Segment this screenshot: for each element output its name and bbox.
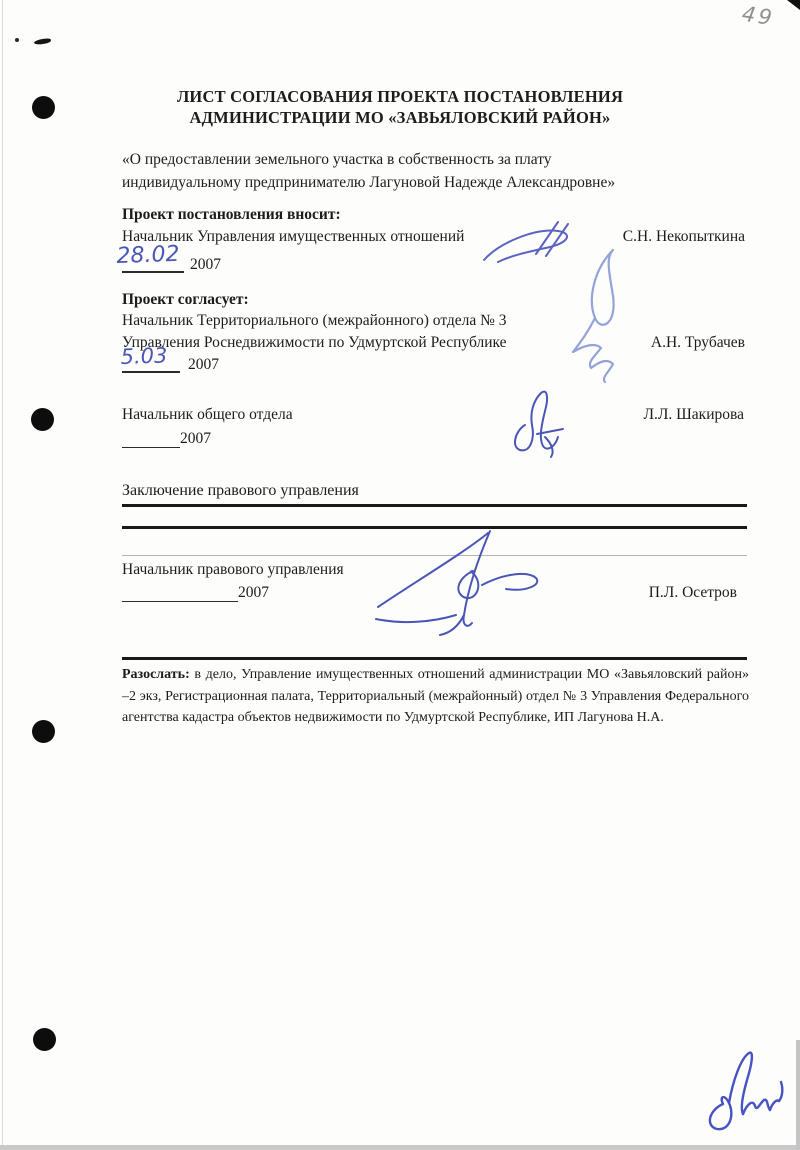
submits-signer-name: С.Н. Некопыткина bbox=[622, 228, 745, 245]
scan-corner-notch bbox=[787, 0, 800, 10]
submits-position: Начальник Управления имущественных отношений bbox=[122, 228, 465, 245]
legal-heading: Заключение правового управления bbox=[122, 482, 359, 499]
distribution-text: в дело, Управление имущественных отношений администрации МО «Завьяловский район» –2 экз, Регистрационная палата, Территориальный (межрайонный) отдел № 3 Управления Федерального агентства кадастра объектов недвижимости по Удмуртской Республике, ИП Лагунова Н.А. bbox=[122, 667, 749, 725]
general-signer-name: Л.Л. Шакирова bbox=[643, 406, 744, 423]
general-position: Начальник общего отдела bbox=[122, 406, 293, 423]
signature-trubachev bbox=[543, 246, 661, 386]
legal-signer-name: П.Л. Осетров bbox=[648, 584, 737, 601]
punch-hole-4 bbox=[33, 1028, 56, 1051]
page-number-handwritten: 49 bbox=[740, 1, 777, 31]
legal-rule-thin bbox=[122, 555, 747, 556]
general-year: 2007 bbox=[180, 430, 211, 447]
distribution-label: Разослать: bbox=[122, 667, 190, 682]
legal-position: Начальник правового управления bbox=[122, 561, 344, 578]
punch-hole-3 bbox=[32, 720, 55, 743]
signature-osetrov bbox=[370, 527, 560, 639]
scan-smudge-dot bbox=[15, 38, 19, 42]
submits-heading: Проект постановления вносит: bbox=[122, 206, 341, 223]
document-title-line2: АДМИНИСТРАЦИИ МО «ЗАВЬЯЛОВСКИЙ РАЙОН» bbox=[189, 108, 611, 127]
submits-date-handwritten: 28.02 bbox=[116, 241, 180, 269]
agrees-heading: Проект согласует: bbox=[122, 291, 249, 308]
distribution-rule bbox=[122, 657, 747, 660]
subject-line1: «О предоставлении земельного участка в собственность за плату bbox=[122, 151, 552, 168]
scan-edge-left bbox=[2, 0, 3, 1150]
legal-year: 2007 bbox=[238, 584, 269, 601]
signature-nekopytkina bbox=[478, 218, 593, 273]
scan-edge-bottom bbox=[0, 1145, 800, 1150]
agrees-date-handwritten: 5.03 bbox=[120, 343, 168, 369]
scan-smudge-dash bbox=[34, 38, 52, 45]
signature-shakirova bbox=[503, 387, 581, 462]
general-date-blank bbox=[122, 432, 180, 448]
legal-rule-2 bbox=[122, 526, 747, 529]
document-subject bbox=[122, 148, 692, 194]
document-title bbox=[0, 86, 800, 128]
punch-hole-2 bbox=[31, 408, 54, 431]
agrees-position-line1: Начальник Территориального (межрайонного) отдела № 3 bbox=[122, 312, 507, 329]
distribution-paragraph bbox=[122, 664, 749, 729]
legal-rule-1 bbox=[122, 504, 747, 507]
agrees-date-underline bbox=[122, 371, 180, 373]
agrees-position-line2: Управления Роснедвижимости по Удмуртской Республике bbox=[122, 334, 507, 351]
legal-date-row bbox=[122, 584, 269, 602]
document-title-line1: ЛИСТ СОГЛАСОВАНИЯ ПРОЕКТА ПОСТАНОВЛЕНИЯ bbox=[176, 87, 624, 106]
legal-date-blank bbox=[122, 586, 238, 602]
submits-date-underline bbox=[122, 271, 184, 273]
scan-edge-right bbox=[796, 1040, 800, 1150]
submits-year: 2007 bbox=[190, 256, 221, 273]
subject-line2: индивидуальному предпринимателю Лагуновой Надежде Александровне» bbox=[122, 174, 616, 191]
general-date-row bbox=[122, 430, 211, 448]
signature-corner-bottom-right bbox=[693, 1046, 785, 1138]
agrees-signer-name: А.Н. Трубачев bbox=[650, 334, 745, 351]
agrees-year: 2007 bbox=[188, 356, 219, 373]
